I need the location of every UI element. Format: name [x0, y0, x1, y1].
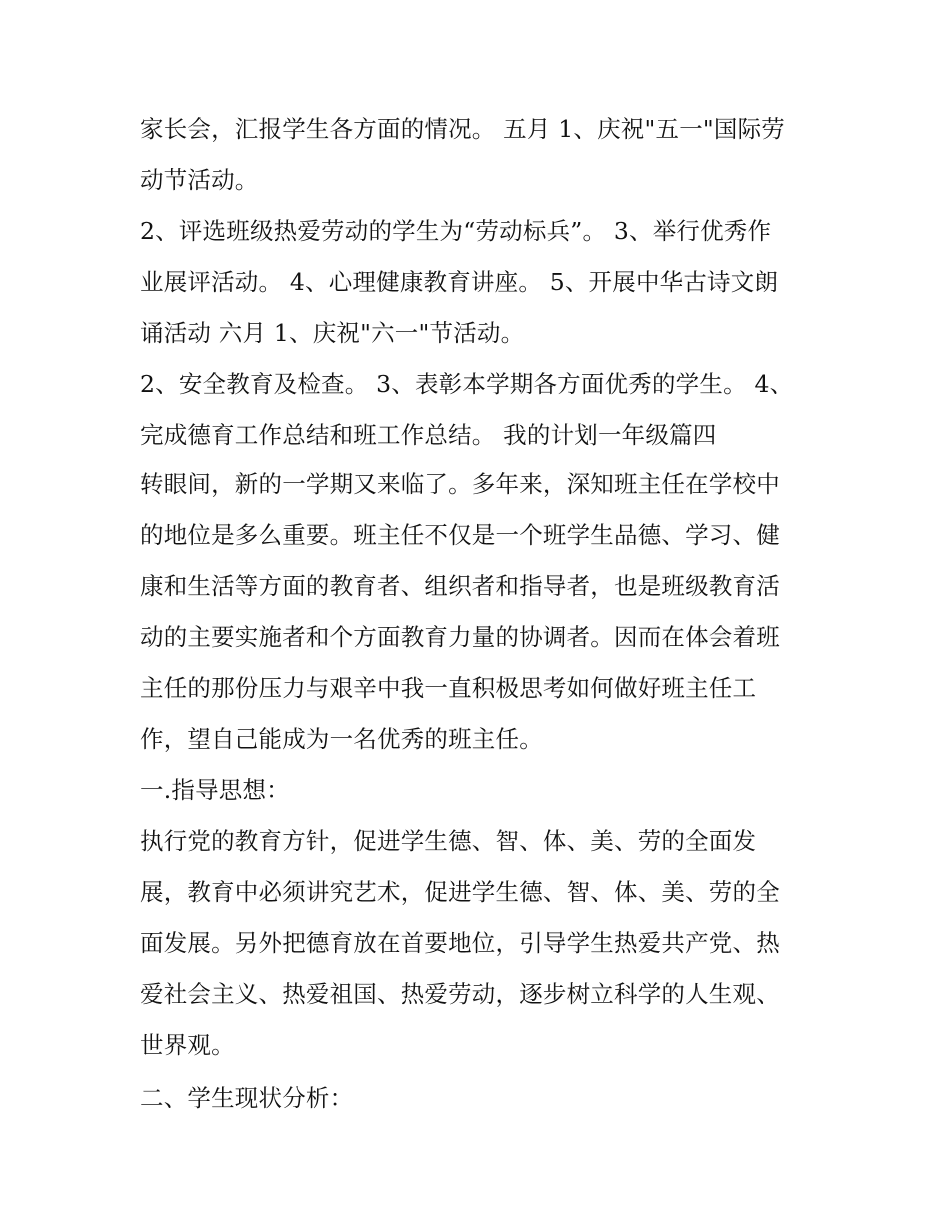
- text-line: 动节活动。: [140, 166, 259, 194]
- text-line: 诵活动 六月 1、庆祝"六一"节活动。: [140, 319, 525, 347]
- text-line: 转眼间，新的一学期又来临了。多年来，深知班主任在学校中: [140, 470, 780, 498]
- text-line: 完成德育工作总结和班工作总结。 我的计划一年级篇四: [140, 421, 717, 449]
- text-line: 世界观。: [140, 1031, 235, 1059]
- text-line: 2、安全教育及检查。 3、表彰本学期各方面优秀的学生。 4、: [140, 370, 794, 398]
- text-line: 面发展。另外把德育放在首要地位，引导学生热爱共产党、热: [140, 929, 780, 957]
- section-heading: 二、学生现状分析：: [140, 1084, 354, 1112]
- text-line: 业展评活动。 4、心理健康教育讲座。 5、开展中华古诗文朗: [140, 268, 779, 296]
- text-line: 家长会，汇报学生各方面的情况。 五月 1、庆祝"五一"国际劳: [140, 115, 786, 143]
- text-line: 主任的那份压力与艰辛中我一直积极思考如何做好班主任工: [140, 674, 757, 702]
- text-line: 展，教育中必须讲究艺术，促进学生德、智、体、美、劳的全: [140, 878, 780, 906]
- text-line: 执行党的教育方针，促进学生德、智、体、美、劳的全面发: [140, 827, 757, 855]
- text-line: 康和生活等方面的教育者、组织者和指导者，也是班级教育活: [140, 572, 780, 600]
- section-heading: 一.指导思想：: [140, 776, 290, 804]
- text-line: 动的主要实施者和个方面教育力量的协调者。因而在体会着班: [140, 623, 780, 651]
- text-line: 2、评选班级热爱劳动的学生为“劳动标兵”。 3、举行优秀作: [140, 217, 772, 245]
- text-line: 爱社会主义、热爱祖国、热爱劳动，逐步树立科学的人生观、: [140, 980, 780, 1008]
- text-line: 的地位是多么重要。班主任不仅是一个班学生品德、学习、健: [140, 521, 780, 549]
- text-line: 作，望自己能成为一名优秀的班主任。: [140, 725, 543, 753]
